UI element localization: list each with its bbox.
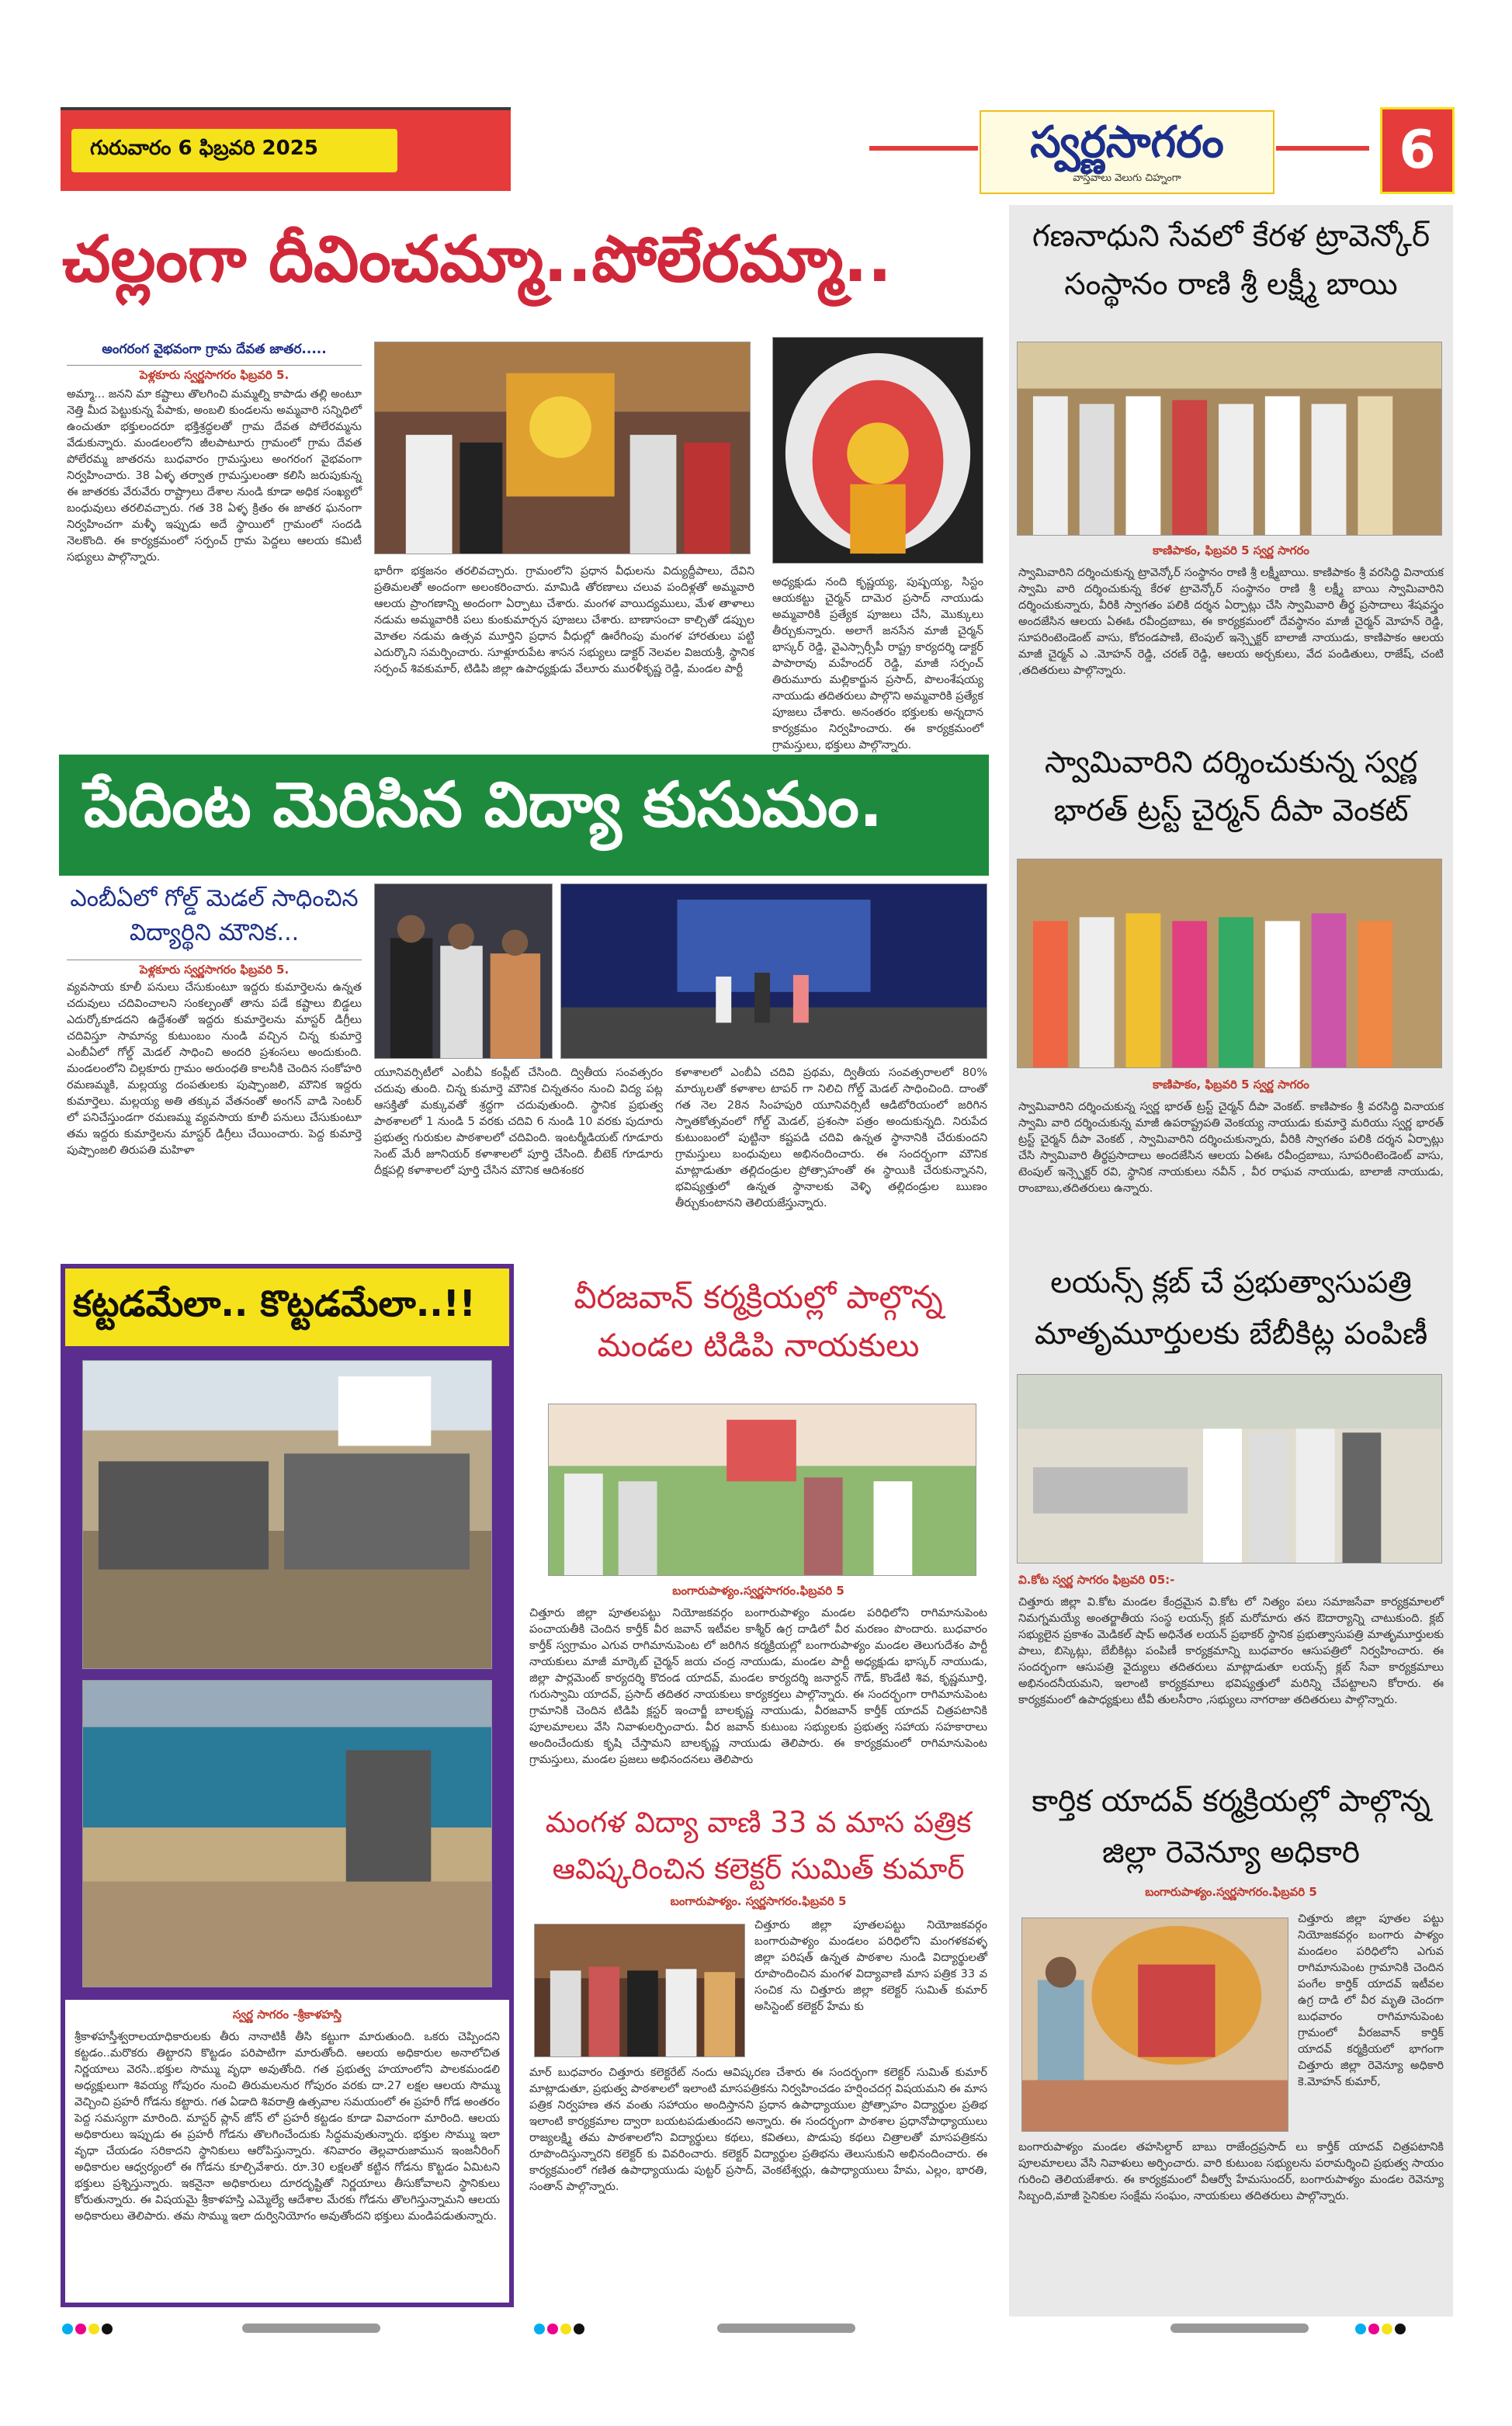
vidya-headline: ఎంబీఏలో గోల్డ్ మెడల్ సాధించిన విద్యార్థిని మౌనిక... <box>70 885 359 946</box>
green-banner <box>59 755 989 876</box>
footer-bar-1 <box>242 2324 380 2333</box>
kattada-body: శ్రీకాళహస్తీశ్వరాలయాధికారులకు తీరు నానాటికీ తీసి కట్టుగా మారుతుంది. ఒకరు చెప్పిందని కట్టడం..మరొకరు తిట్టారని కొట్టడం పరిపాటిగా మారుతోంది. ఆలయ అధికారుల అనాలోచిత నిర్ణయాలు వెరసి..భక్తుల సొమ్ము వృధా అవుతోంది. గత ప్రభుత్వ హయాంలోని పాలకమండలి అధ్యక్షులుగా శివయ్య గోపురం నుంచి తిరుమలనుర గోపురం వరకు దా.27 లక్షల ఆలయ సొమ్ము వెచ్చించి ప్రహరీ గోడను కట్టారు. గత ఏడాది శివరాత్రి ఉత్సవాల సమయంలో ఈ ప్రహరీ గోడ అంతరం పెద్ద సమస్యగా మారింది. మాస్టర్ ప్లాన్ జోన్ లో ప్రహరీ కట్టడం కూడా వివాదంగా మారింది. ఆలయ అధికారులు ఇప్పుడు ఈ ప్రహరీ గోడను తొలగించేందుకు సిద్ధమవుతున్నారు. భక్తుల సొమ్ము ఇలా వృధా చేయడం సరికాదని స్థానికులు ఆరోపిస్తున్నారు. శనివారం తెల్లవారుజామున ఇంజనీరింగ్ అధికారుల ఆధ్వర్యంలో ఈ గోడను కూల్చివేశారు. రూ.30 లక్షలతో కట్టిన గోడను కొట్టడం ఏమిటని భక్తులు ప్రశ్నిస్తున్నారు. ఇకనైనా అధికారులు దూరదృష్టితో నిర్ణయాలు తీసుకోవాలని స్థానికులు కోరుతున్నారు. ఈ విషయమై శ్రీకాళహస్తి ఎమ్మెల్యే ఆదేశాల మేరకు గోడను తొలగిస్తున్నామని ఆలయ అధికారులు తెలిపారు. తమ సొమ్ము ఇలా దుర్వినియోగం అవుతోందని భక్తులు మండిపడుతున్నారు. <box>75 2031 500 2223</box>
story-col-3: అధ్యక్షుడు నంది కృష్ణయ్య, పుష్పయ్య, సిస్టం ఆయకట్టు చైర్మన్ దామెర ప్రసాద్ నాయుడు అమ్మవారికి ప్రత్యేక పూజలు చేసి, మొక్కులు తీర్చుకున్నారు. అలాగే జనసేన మాజీ చైర్మన్ భాస్కర్ రెడ్డి, వైఎస్సార్సీపీ రాష్ట్ర కార్యదర్శి డాక్టర్ పాపారావు మహేందర్ రెడ్డి, మాజీ సర్పంచ్ తిరుమూరు మల్లికార్జున ప్రసాద్, పొలంశేషయ్య నాయుడు తదితరులు పాల్గొని అమ్మవారికి ప్రత్యేక పూజలు చేశారు. అనంతరం భక్తులకు అన్నదాన కార్యక్రమం నిర్వహించారు. ఈ కార్యక్రమంలో గ్రామస్తులు, భక్తులు పాల్గొన్నారు. <box>772 576 983 751</box>
vidya-col-3: కళాశాలలో ఎంబీఏ చదివి ప్రథమ, ద్వితీయ సంవత్సరాలలో 80% మార్కులతో కళాశాల టాపర్ గా నిలిచి గోల్డ్ మెడల్ సాధించింది. దాంతో గత నెల 28న సింహపురి యూనివర్సిటీ ఆడిటోరియంలో జరిగిన స్నాతకోత్సవంలో గోల్డ్ మెడల్, ప్రశంసా పత్రం అందుకున్నది. నిరుపేద కుటుంబంలో పుట్టినా కష్టపడి చదివి ఉన్నత స్థానానికి చేరుకుందని గ్రామస్తులు బంధువులు అభినందించారు. ఈ సందర్భంగా మౌనిక మాట్లాడుతూ తల్లిదండ్రుల ప్రోత్సాహంతో ఈ స్థాయికి చేరుకున్నానని, భవిష్యత్తులో ఉన్నత స్థానాలకు వెళ్ళి తల్లిదండ్రుల ఋణం తీర్చుకుంటానని తెలియజేస్తున్నారు. <box>675 1067 987 1210</box>
brand-tagline: వాస్తవాలు వెలుగు చిహ్నంగా <box>1073 172 1181 184</box>
lions-caption: వి.కోట స్వర్ణ సాగరం ఫిబ్రవరి 05:- <box>1018 1573 1175 1587</box>
ganesh-photo <box>1017 342 1442 536</box>
footer-bar-3 <box>1170 2324 1309 2333</box>
kattada-caption: స్వర్ణ సాగరం -శ్రీకాళహస్తి <box>232 2008 342 2022</box>
lions-body: చిత్తూరు జిల్లా వి.కోట మండల కేంద్రమైన వి.కోట లో నిత్యం పలు సమాజసేవా కార్యక్రమాలలో నిమగ్నమయ్యే అంతర్జాతీయ సంస్థ లయన్స్ క్లబ్ మరోమారు తన ఔదార్యాన్ని చాటుకుంది. క్లబ్ సభ్యులైన ప్రకాశం మెడికల్ షాప్ అధినేత లయన్ ప్రభాకర్ స్థానిక ప్రభుత్వాసుపత్రి మాతృమూర్తులకు పాలు, బిస్కెట్లు, బేబీకిట్లు పంపిణీ కార్యక్రమాన్ని బుధవారం ఆసుపత్రిలో నిర్వహించారు. ఈ సందర్భంగా ఆసుపత్రి వైద్యులు తదితరులు మాట్లాడుతూ లయన్స్ క్లబ్ సేవా కార్యక్రమాలు అభినందనీయమని, ఇలాంటి కార్యక్రమాలు భవిష్యత్తులో మరిన్ని చేపట్టాలని కోరారు. ఈ కార్యక్రమంలో ఉపాధ్యక్షులు టీవీ తులసీరాం ,సభ్యులు నాగరాజు తదితరులు పాల్గొన్నారు. <box>1018 1596 1444 1706</box>
mangala-col-right: చిత్తూరు జిల్లా పూతలపట్టు నియోజకవర్గం బంగారుపాళ్యం మండలం పరిధిలోని మంగళకవళ్ళ జిల్లా పరిషత్ ఉన్నత పాఠశాల నుండి విద్యార్థులతో రూపొందించిన మంగళ విద్యావాణి మాస పత్రిక 33 వ సంచిక ను చిత్తూరు జిల్లా కలెక్టర్ సుమిత్ కుమార్ అసిస్టెంట్ కలెక్టర్ హేమ కు <box>754 1919 987 2013</box>
date-bar <box>61 107 511 191</box>
banner-headline: పేదింట మెరిసిన విద్యా కుసుమం. <box>84 769 883 841</box>
demolition-photo-2 <box>82 1680 492 1987</box>
karthika-dateline: బంగారుపాళ్యం.స్వర్ణసాగరం.ఫిబ్రవరి 5 <box>1145 1885 1317 1899</box>
vidya-dateline: పెళ్లకూరు స్వర్ణసాగరం ఫిబ్రవరి 5. <box>67 960 362 980</box>
karthika-col-right: చిత్తూరు జిల్లా పూతల పట్టు నియోజకవర్గం బంగారు పాళ్యం మండలం పరిధిలోని ఎగువ రాగిమానుపెంట గ్రామానికి చెందిన పంగేల కార్తిక్ యాదవ్ ఇటీవల ఉగ్ర దాడి లో వీర మృతి చెందగా బుధవారం రాగిమానుపెంట గ్రామంలో వీరజవాన్ కార్తిక్ యాదవ్ కర్మక్రియలో భాగంగా చిత్తూరు జిల్లా రెవెన్యూ అధికారి కె.మోహన్ కుమార్, <box>1298 1913 1444 2088</box>
demolition-photo-1 <box>82 1360 492 1669</box>
ganesh-caption: కాణిపాకం, ఫిబ్రవరి 5 స్వర్ణ సాగరం <box>1153 543 1309 557</box>
kattada-box <box>61 1264 514 2307</box>
story-col-2: భారీగా భక్తజనం తరలివచ్చారు. గ్రామంలోని ప్రధాన వీధులను విద్యుద్దీపాలు, దేవిని ప్రతిమలతో అందంగా అలంకరించారు. మామిడి తోరణాలు చలువ పందిళ్లతో అమ్మవారి ఆలయ ప్రాంగణాన్ని అందంగా ఏర్పాటు చేశారు. మంగళ వాయిద్యములు, మేళ తాళాలు నడుమ అమ్మవారికి పలు కుంకుమార్చన పూజలు చేశారు. బాణాసంచా కాల్చితో డప్పుల మోతల నడుమ ఉత్సవ మూర్తిని ప్రధాన వీధుల్లో ఊరేగింపు మంగళ హారతులు పట్టి ఎదుర్కొని సమర్పించారు. సూళ్లూరుపేట శాసన సభ్యులు డాక్టర్ నెలవల విజయశ్రీ, స్థానిక సర్పంచ్ శివకుమార్, టిడిపి జిల్లా ఉపాధ్యక్షుడు వేలూరు మురళీకృష్ణ రెడ్డి, మండల పార్టీ <box>374 565 754 675</box>
veera-photo <box>548 1404 976 1576</box>
mangala-dateline: బంగారుపాళ్యం. స్వర్ణసాగరం.ఫిబ్రవరి 5 <box>670 1894 847 1908</box>
lions-photo <box>1017 1374 1442 1564</box>
brand-name: స్వర్ణసాగరం <box>1030 116 1224 168</box>
header-rule-right <box>1276 146 1369 151</box>
ganesh-headline: గణనాధుని సేవలో కేరళ ట్రావెన్కోర్ సంస్థానం రాణి శ్రీ లక్ష్మీ బాయి <box>1032 219 1431 302</box>
vidya-col-2: యూనివర్సిటీలో ఎంబీఏ కంప్లీట్ చేసింది. ద్వితీయ సంవత్సరం చదువు తుంది. చిన్న కుమార్తె మౌనిక చిన్నతనం నుంచి విద్య పట్ల ఆసక్తితో మక్కువతో శ్రద్ధగా చదువుతుంది. స్థానిక ప్రభుత్వ పాఠశాలలో 1 నుండి 5 వరకు చదివి 6 నుండి 10 వరకు పుదూరు ప్రభుత్వ గురుకుల పాఠశాలలో చదివింది. ఇంటర్మీడియట్ గూడూరు సెంట్ మేరీ జూనియర్ కళాశాలలో పూర్తి చేసింది. బీటెక్ గూడూరు దీక్షపల్లి కళాశాలలో పూర్తి చేసిన మౌనిక ఆదిశంకర <box>374 1067 663 1177</box>
footer-bar-2 <box>717 2324 855 2333</box>
veera-headline: వీరజవాన్ కర్మక్రియల్లో పాల్గొన్న మండల టిడిపి నాయకులు <box>574 1279 943 1364</box>
story-col-1: అమ్మా... జనని మా కష్టాలు తొలగించి మమ్మల్ని కాపాడు తల్లి అంటూ నెత్తి మీద పెట్టుకున్న పేపాకు, అంబలి కుండలను అమ్మవారి సన్నిధిలో ఉంచుతూ భక్తులందరూ భక్తిశ్రద్ధలతో గ్రామ దేవత పోలేరమ్మను వేడుకున్నారు. మండలంలోని జీలపాటూరు గ్రామంలో గ్రామ దేవత పోలేరమ్మ జాతరను బుధవారం గ్రామస్తులు అంగరంగ వైభవంగా నిర్వహించారు. 38 ఏళ్ళ తర్వాత గ్రామస్తులంతా కలిసి జరుపుకున్న ఈ జాతరకు వేరువేరు రాష్ట్రాలు దేశాల నుండి కూడా అధిక సంఖ్యలో బంధువులు తరలివచ్చారు. గత 38 ఏళ్ళ క్రితం ఈ జాతర ఘనంగా నిర్వహించగా మళ్ళీ ఇప్పుడు అదే స్థాయిలో గ్రామంలో సందడి నెలకొంది. ఈ కార్యక్రమంలో సర్పంచ్ గ్రామ పెద్దలు ఆలయ కమిటీ సభ్యులు పాల్గొన్నారు. <box>67 388 362 564</box>
main-headline: చల్లంగా దీవించమ్మా..పోలేరమ్మా.. <box>62 223 892 297</box>
lions-headline: లయన్స్ క్లబ్ చే ప్రభుత్వాసుపత్రి మాతృమూర్తులకు బేబీకిట్ల పంపిణీ <box>1034 1265 1428 1352</box>
veera-body: చిత్తూరు జిల్లా పూతలపట్టు నియోజకవర్గం బంగారుపాళ్యం మండల పరిధిలోని రాగిమానుపెంట పంచాయతీకి చెందిన కార్తీక్ వీర జవాన్ ఇటీవల కాశ్మీర్ ఉగ్ర దాడిలో వీర మరణం పొందారు. బుధవారం కార్తీక్ స్వగ్రామం ఎగువ రాగిమానుపెంట లో జరిగిన కర్మక్రియల్లో బంగారుపాళ్యం మండల తెలుగుదేశం పార్టీ నాయకులు మాజీ మార్కెట్ చైర్మన్ జయ చంద్ర నాయుడు, మండల పార్టీ అధ్యక్షుడు భాస్కర్ నాయుడు, జిల్లా పార్లమెంట్ కార్యదర్శి కొదండ యాదవ్, మండల కార్యదర్శి జనార్దన్ గౌడ్, కొండేటి శివ, కృష్ణమూర్తి, గురుస్వామి యాదవ్, ప్రసాద్ తదితర నాయకులు కార్యకర్తలు పాల్గొన్నారు. ఈ సందర్భంగా రాగిమానుపెంట గ్రామానికి చెందిన టిడిపి క్లస్టర్ ఇంచార్జీ బాలకృష్ణ నాయుడు, వీరజవాన్ కార్తీక్ యాదవ్ చిత్రపటానికి పూలమాలలు వేసి నివాళులర్పించారు. వీర జవాన్ కుటుంబ సభ్యులకు ప్రభుత్వ సహాయ సహకారాలు అందించేందుకు కృషి చేస్తామని బాలకృష్ణ నాయుడు తెలిపారు. ఈ కార్యక్రమంలో రాగిమానుపెంట గ్రామస్తులు, మండల ప్రజలు అభినందనలు తెలిపారు <box>529 1607 987 1766</box>
kattada-photo-frame <box>65 1346 509 2000</box>
deepa-body: స్వామివారిని దర్శించుకున్న స్వర్ణ భారత్ ట్రస్ట్ చైర్మన్ దీపా వెంకట్. కాణిపాకం శ్రీ వరసిద్ధి వినాయక స్వామి వారి దర్శించుకున్న మాజీ ఉపరాష్ట్రపతి వెంకయ్య నాయుడు కుమార్తె మరియు స్వర్ణ భారత్ ట్రస్ట్ చైర్మన్ దీపా వెంకట్ , స్వామివారిని దర్శించుకున్నారు, వీరికి స్వాగతం పలికి దర్శన ఏర్పాట్లు చేసి స్వామివారి తీర్థప్రసాదాలు అందజేసిన ఆలయ ఏఈఓ రవీంద్రబాబు, సూపరింటెండెంట్ వాసు, టెంపుల్ ఇన్స్పెక్టర్ రవి, స్థానిక నాయకులు నవీన్ , వీర రాఘవ నాయుడు, బాలాజీ నాయుడు, రాంబాబు,తదితరులు ఉన్నారు. <box>1018 1101 1444 1195</box>
stage-photo <box>560 883 987 1059</box>
page-number: 6 <box>1399 120 1436 181</box>
footer-dots-3 <box>1355 2323 1408 2337</box>
deepa-caption: కాణిపాకం, ఫిబ్రవరి 5 స్వర్ణ సాగరం <box>1153 1078 1309 1092</box>
ganesh-body: స్వామివారిని దర్శించుకున్న ట్రావెన్కోర్ సంస్థానం రాణి శ్రీ లక్ష్మీబాయి. కాణిపాకం శ్రీ వరసిద్ధి వినాయక స్వామి వారి దర్శించుకున్న కేరళ ట్రావెన్కోర్ సంస్థానం రాణి శ్రీ లక్ష్మీ బాయి స్వామివారిని దర్శించుకున్నారు, వీరికి స్వాగతం పలికి దర్శన ఏర్పాట్లు చేసి స్వామివారి తీర్థ ప్రసాదాలు శేషవస్త్రం అందజేసిన ఆలయ ఏఈఓ రవీంద్రబాబు, ఈ కార్యక్రమంలో దేవస్థానం మాజీ చైర్మన్ మోహన్ రెడ్డి, సూపరింటెండెంట్ వాసు, కోదండపాణి, టెంపుల్ ఇన్స్పెక్టర్ బాలాజీ నాయుడు, కాణిపాకం ఆలయ మాజీ చైర్మన్ ఎ .మోహన్ రెడ్డి, చరణ్ రెడ్డి, ఆలయ అర్చకులు, వేద పండితులు, రాజేష్, చంటి ,తదితరులు పాల్గొన్నారు. <box>1018 567 1444 677</box>
karthika-photo <box>1021 1918 1288 2132</box>
festival-photo-2 <box>772 337 983 564</box>
festival-photo-1 <box>374 342 751 554</box>
date-text: గురువారం 6 ఫిబ్రవరి 2025 <box>90 137 318 160</box>
story-kicker: అంగరంగ వైభవంగా గ్రామ దేవత జాతర..... <box>102 342 327 357</box>
kattada-headline: కట్టడమేలా.. కొట్టడమేలా..!! <box>73 1282 476 1324</box>
footer-dots-1 <box>62 2323 115 2337</box>
deepa-photo <box>1017 859 1442 1068</box>
student-photo <box>374 883 553 1059</box>
kattada-header <box>65 1269 509 1346</box>
footer-dots-2 <box>534 2323 587 2337</box>
page-number-box <box>1380 107 1455 194</box>
veera-dateline: బంగారుపాళ్యం.స్వర్ణసాగరం.ఫిబ్రవరి 5 <box>672 1584 844 1598</box>
masthead-logo <box>980 110 1274 194</box>
deepa-headline: స్వామివారిని దర్శించుకున్న స్వర్ణ భారత్ ట్రస్ట్ చైర్మన్ దీపా వెంకట్ <box>1044 745 1418 828</box>
header-rule-left <box>869 146 978 151</box>
story-dateline: పెళ్లకూరు స్వర్ణసాగరం ఫిబ్రవరి 5. <box>67 365 362 385</box>
karthika-body: బంగారుపాళ్యం మండల తహసిల్దార్ బాబు రాజేంద్రప్రసాద్ లు కార్తీక్ యాదవ్ చిత్రపటానికి పూలమాలలు వేసి నివాళులు అర్పించారు. వారి కుటుంబ సభ్యులను పరామర్శించి ప్రభుత్వ సాయం గురించి తెలియజేశారు. ఈ కార్యక్రమంలో వీఆర్వో హేమసుందర్, బంగారుపాళ్యం మండల రెవెన్యూ సిబ్బంది,మాజీ సైనికుల సంక్షేమ సంఘం, నాయకులు తదితరులు పాల్గొన్నారు. <box>1018 2141 1444 2202</box>
mangala-photo <box>534 1924 745 2057</box>
mangala-headline: మంగళ విద్యా వాణి 33 వ మాస పత్రిక ఆవిష్కరించిన కలెక్టర్ సుమిత్ కుమార్ <box>545 1806 972 1886</box>
karthika-headline: కార్తిక యాదవ్ కర్మక్రియల్లో పాల్గొన్న జిల్లా రెవెన్యూ అధికారి <box>1032 1784 1431 1870</box>
vidya-col-1: వ్యవసాయ కూలీ పనులు చేసుకుంటూ ఇద్దరు కుమార్తెలను ఉన్నత చదువులు చదివించాలని సంకల్పంతో తాను పడే కష్టాలు బిడ్డలు ఎదుర్కోకూడదని ఉద్దేశంతో ఇద్దరు కుమార్తెలను మాస్టర్ డిగ్రీలు చదివిస్తూ సామాన్య కుటుంబం నుండి వచ్చిన చిన్న కుమార్తె ఎంబీఏలో గోల్డ్ మెడల్ సాధించి అందరి ప్రశంసలు అందుకుంది. మండలంలోని చిల్లకూరు గ్రామం అరుంధతి కాలనీకి చెందిన సంకోహరి రమణమ్మకి, మల్లయ్య దంపతులకు పుష్పాంజలి, మౌనిక ఇద్దరు కుమార్తెలు. మల్లయ్య అతి తక్కువ వేతనంతో అంగన్ వాడి సెంటర్ లో పనిచేస్తుండగా రమణమ్మ వ్యవసాయ కూలీ పనులు చేసుకుంటూ తమ ఇద్దరు కుమార్తెలను మాస్టర్ డిగ్రీలు చేయించారు. పెద్ద కుమార్తె పుష్పాంజలి తిరుపతి మహిళా <box>67 981 362 1157</box>
mangala-body: మార్ బుధవారం చిత్తూరు కలెక్టరేట్ నందు ఆవిష్కరణ చేశారు ఈ సందర్భంగా కలెక్టర్ సుమిత్ కుమార్ మాట్లాడుతూ, ప్రభుత్వ పాఠశాలలో ఇలాంటి మాసపత్రికను నిర్వహించడం హర్షించదగ్గ విషయమని ఈ మాస పత్రిక నిర్వహణ తన వంతు సహాయం అందిస్తానని ప్రధాన ఉపాధ్యాయుల ప్రోత్సాహం విద్యార్థుల ప్రతిభ ఇలాంటి కార్యక్రమాల ద్వారా బయటపడుతుందని అన్నారు. ఈ సందర్భంగా పాఠశాల ప్రధానోపాధ్యాయులు రాజ్యలక్ష్మి తమ పాఠశాలలోని విద్యార్థులు కథలు, కవితలు, పొడుపు కథలు చిత్రాలతో మాసపత్రికను రూపొందిస్తున్నారని కలెక్టర్ కు వివరించారు. కలెక్టర్ విద్యార్థుల ప్రతిభను తెలుసుకుని అభినందించారు. ఈ కార్యక్రమంలో గణిత ఉపాధ్యాయుడు పుట్టర్ ప్రసాద్, వెంకటేశ్వర్లు, ఉపాధ్యాయులు హేమ, ఎల్లం, భారతి, సంతాన్ పాల్గొన్నారు. <box>529 2067 987 2193</box>
